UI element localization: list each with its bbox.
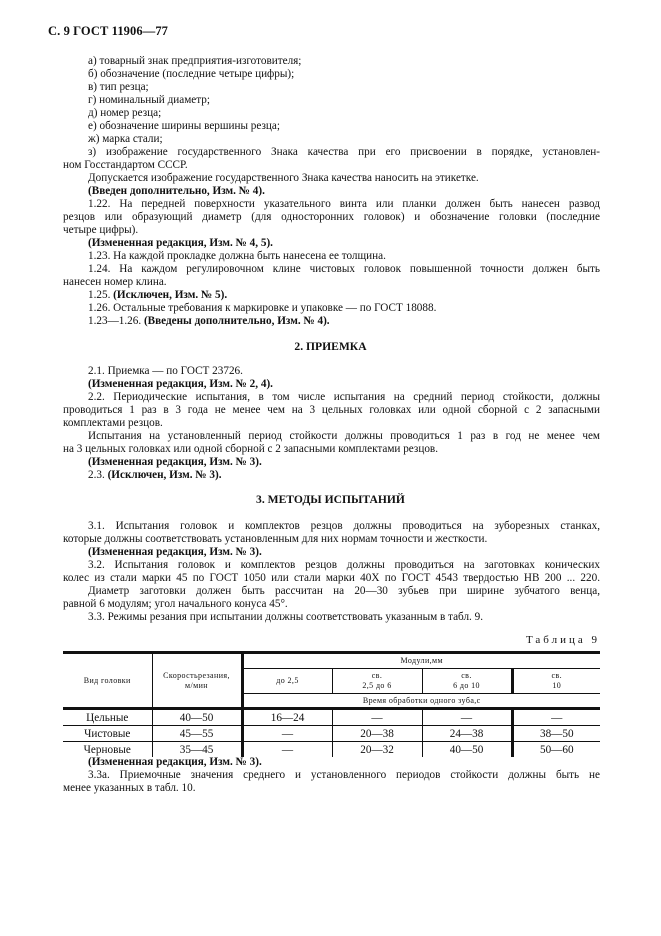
paragraph-line: 3.3. Режимы резания при испытании должны соответствовать указанным в табл. 9.	[88, 611, 484, 623]
clause-number: 2.3.	[88, 469, 108, 481]
cell-col4: 50—60	[512, 742, 600, 758]
amendment-note: (Введен дополнительно, Изм. № 4).	[88, 185, 265, 197]
cell-col1: —	[242, 726, 332, 742]
cell-col2: 20—32	[332, 742, 422, 758]
header-text: св.	[461, 671, 472, 680]
amendment-note: (Измененная редакция, Изм. № 2, 4).	[88, 378, 273, 390]
paragraph-line	[88, 469, 222, 482]
header-cell-time-per-tooth: Время обработки одного зуба,с	[242, 694, 600, 709]
table-caption: Таблица 9	[525, 634, 600, 646]
amendment-note: (Введены дополнительно, Изм. № 4).	[143, 315, 330, 327]
header-cell-module-col2	[332, 669, 422, 694]
header-cell-moduli: Модули,мм	[242, 653, 600, 669]
cell-col3: —	[422, 709, 512, 726]
paragraph-line: которые должны соответствовать установленным для них нормам точности и жесткости.	[63, 533, 488, 545]
table-row	[63, 726, 600, 742]
header-text: 10	[552, 681, 562, 690]
paragraph-line: 3.3а. Приемочные значения среднего и установленного периодов стойкости должны быть не	[88, 769, 600, 781]
cutting-modes-table	[63, 651, 600, 757]
header-cell-cutting-speed	[152, 653, 242, 709]
paragraph-line: проводиться 1 раз в 3 года не менее чем на 3 цельных головках или одной сборной с 2 запасными	[63, 404, 600, 416]
paragraph-line: 2.1. Приемка — по ГОСТ 23726.	[88, 365, 243, 377]
cell-col2: —	[332, 709, 422, 726]
cell-speed: 35—45	[152, 742, 242, 758]
header-text: Скоростьрезания,	[163, 670, 230, 680]
cell-col4: 38—50	[512, 726, 600, 742]
header-text: св.	[371, 671, 383, 680]
paragraph-line: комплектами резцов.	[63, 417, 163, 429]
paragraph-line: 1.22. На передней поверхности указательного винта или планки должен быть нанесен развод	[88, 198, 600, 210]
section-heading-test-methods: 3. МЕТОДЫ ИСПЫТАНИЙ	[256, 493, 405, 506]
amendment-note: (Исключен, Изм. № 5).	[113, 289, 228, 301]
list-item: г) номинальный диаметр;	[88, 94, 210, 106]
header-text: 2,5 до 6	[362, 681, 392, 690]
paragraph-line: з) изображение государственного Знака качества при его присвоении в порядке, установлен-	[88, 146, 600, 158]
cell-col4: —	[512, 709, 600, 726]
cell-speed: 40—50	[152, 709, 242, 726]
paragraph-line: 3.2. Испытания головок и комплектов резцов должны проводиться на заготовках конических	[88, 559, 600, 571]
paragraph-line: Допускается изображение государственного Знака качества наносить на этикетке.	[88, 172, 479, 184]
paragraph-line: 1.24. На каждом регулировочном клине чистовых головок повышенной точности должен быть	[88, 263, 600, 275]
paragraph-line: колес из стали марки 45 по ГОСТ 1050 или стали марки 40Х по ГОСТ 4543 твердостью НВ 200 ... 220.	[63, 572, 600, 584]
paragraph-line: Диаметр заготовки должен быть рассчитан на 20—30 зубьев при ширине зубчатого венца,	[88, 585, 600, 597]
list-item: е) обозначение ширины вершины резца;	[88, 120, 280, 132]
paragraph-line: ном Госстандартом СССР.	[63, 159, 188, 171]
paragraph-line: 2.2. Периодические испытания, в том числе испытания на средний период стойкости, должны	[88, 391, 600, 403]
cell-head-type: Чистовые	[63, 726, 152, 742]
paragraph-line: на 3 цельных головках или одной сборной с 2 запасными комплектами резцов.	[63, 443, 438, 455]
cell-col1: 16—24	[242, 709, 332, 726]
paragraph-line: Испытания на установленный период стойкости должны проводиться 1 раз в год не менее чем	[88, 430, 600, 442]
table-row	[63, 742, 600, 758]
clause-number: 1.23—1.26.	[88, 315, 144, 327]
amendment-note: (Измененная редакция, Изм. № 3).	[88, 546, 262, 558]
paragraph-line: менее указанных в табл. 10.	[63, 782, 196, 794]
amendment-note: (Измененная редакция, Изм. № 4, 5).	[88, 237, 273, 249]
paragraph-line	[88, 315, 330, 328]
header-cell-module-col3	[422, 669, 512, 694]
header-text: св.	[551, 671, 563, 680]
paragraph-line: 1.23. На каждой прокладке должна быть нанесена ее толщина.	[88, 250, 386, 262]
cell-col1: —	[242, 742, 332, 758]
amendment-note: (Измененная редакция, Изм. № 3).	[88, 456, 262, 468]
paragraph-line: четыре цифры).	[63, 224, 139, 236]
list-item: в) тип резца;	[88, 81, 149, 93]
cell-col3: 24—38	[422, 726, 512, 742]
paragraph-line: равной 6 модулям; угол начального конуса 45°.	[63, 598, 288, 610]
amendment-note: (Измененная редакция, Изм. № 3).	[88, 756, 262, 768]
header-cell-head-type: Вид головки	[63, 653, 152, 709]
header-cell-module-col4	[512, 669, 600, 694]
header-text: м/мин	[185, 680, 208, 690]
paragraph-line: резцов или образующий диаметр (для односторонних головок) и обозначение головки (последние	[63, 211, 600, 223]
header-text: 6 до 10	[453, 681, 480, 690]
cell-head-type: Цельные	[63, 709, 152, 726]
amendment-note: (Исключен, Изм. № 3).	[107, 469, 222, 481]
list-item: ж) марка стали;	[88, 133, 163, 145]
section-heading-acceptance: 2. ПРИЕМКА	[294, 340, 367, 353]
header-cell-module-col1: до 2,5	[242, 669, 332, 694]
clause-number: 1.25.	[88, 289, 114, 301]
paragraph-line	[88, 289, 227, 302]
cell-head-type: Черновые	[63, 742, 152, 758]
table-row	[63, 709, 600, 726]
paragraph-line: 3.1. Испытания головок и комплектов резцов должны проводиться на зуборезных станках,	[88, 520, 600, 532]
list-item: д) номер резца;	[88, 107, 162, 119]
list-item: а) товарный знак предприятия-изготовителя;	[88, 55, 302, 67]
list-item: б) обозначение (последние четыре цифры);	[88, 68, 295, 80]
paragraph-line: 1.26. Остальные требования к маркировке и упаковке — по ГОСТ 18088.	[88, 302, 437, 314]
paragraph-line: нанесен номер клина.	[63, 276, 167, 288]
cell-speed: 45—55	[152, 726, 242, 742]
cell-col2: 20—38	[332, 726, 422, 742]
cell-col3: 40—50	[422, 742, 512, 758]
page-header: С. 9 ГОСТ 11906—77	[48, 24, 169, 38]
